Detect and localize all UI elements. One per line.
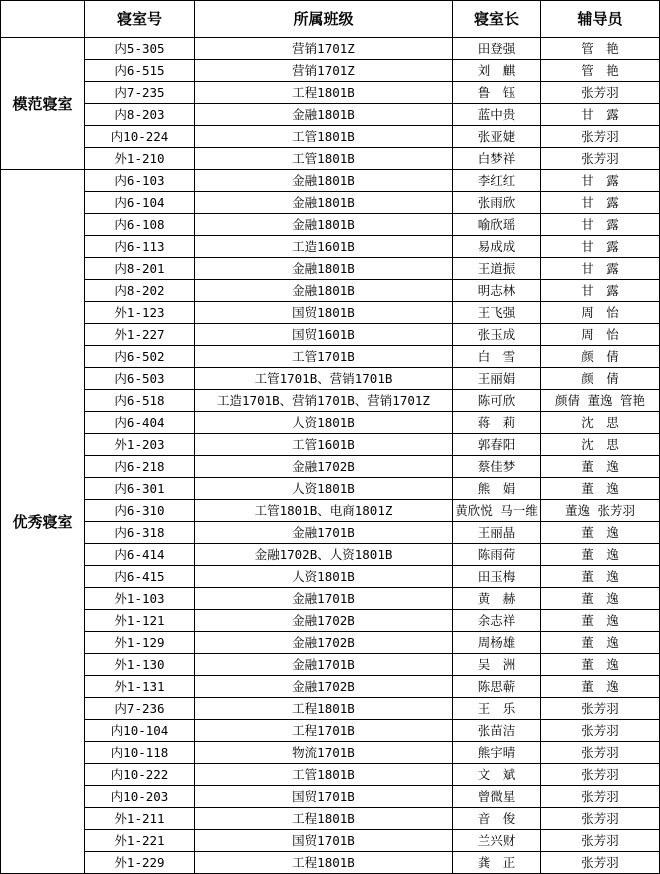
- counselor-cell: 沈 思: [541, 434, 660, 456]
- room-number-cell: 内6-518: [85, 390, 195, 412]
- counselor-cell: 管 艳: [541, 60, 660, 82]
- class-cell: 金融1801B: [195, 104, 453, 126]
- room-number-cell: 内8-202: [85, 280, 195, 302]
- table-row: [1, 280, 660, 302]
- counselor-cell: 张芳羽: [541, 82, 660, 104]
- category-cell: 优秀寝室: [1, 170, 85, 874]
- dorm-leader-cell: 张苗洁: [453, 720, 541, 742]
- table-row: [1, 434, 660, 456]
- counselor-cell: 甘 露: [541, 214, 660, 236]
- class-cell: 工管1701B: [195, 346, 453, 368]
- room-number-cell: 内6-218: [85, 456, 195, 478]
- room-number-cell: 外1-203: [85, 434, 195, 456]
- class-cell: 金融1702B: [195, 676, 453, 698]
- dorm-leader-cell: 白 雪: [453, 346, 541, 368]
- room-number-cell: 内6-310: [85, 500, 195, 522]
- dorm-leader-cell: 熊 娟: [453, 478, 541, 500]
- dorm-leader-cell: 喻欣瑶: [453, 214, 541, 236]
- table-row: [1, 324, 660, 346]
- counselor-cell: 周 怡: [541, 302, 660, 324]
- dorm-leader-cell: 文 斌: [453, 764, 541, 786]
- counselor-cell: 甘 露: [541, 104, 660, 126]
- header-class: 所属班级: [195, 1, 453, 38]
- counselor-cell: 董 逸: [541, 544, 660, 566]
- table-row: [1, 368, 660, 390]
- counselor-cell: 张芳羽: [541, 852, 660, 874]
- table-row: [1, 544, 660, 566]
- table-row: [1, 60, 660, 82]
- counselor-cell: 张芳羽: [541, 808, 660, 830]
- dorm-leader-cell: 音 俊: [453, 808, 541, 830]
- class-cell: 工管1701B、营销1701B: [195, 368, 453, 390]
- counselor-cell: 管 艳: [541, 38, 660, 60]
- table-row: [1, 830, 660, 852]
- dorm-leader-cell: 王 乐: [453, 698, 541, 720]
- header-counselor: 辅导员: [541, 1, 660, 38]
- table-row: [1, 412, 660, 434]
- table-row: [1, 764, 660, 786]
- table-row: [1, 236, 660, 258]
- counselor-cell: 董 逸: [541, 632, 660, 654]
- class-cell: 金融1702B、人资1801B: [195, 544, 453, 566]
- table-row: [1, 698, 660, 720]
- counselor-cell: 张芳羽: [541, 830, 660, 852]
- class-cell: 工管1801B、电商1801Z: [195, 500, 453, 522]
- counselor-cell: 董 逸: [541, 654, 660, 676]
- room-number-cell: 内6-113: [85, 236, 195, 258]
- room-number-cell: 外1-211: [85, 808, 195, 830]
- room-number-cell: 内7-236: [85, 698, 195, 720]
- counselor-cell: 甘 露: [541, 170, 660, 192]
- class-cell: 金融1702B: [195, 456, 453, 478]
- table-row: [1, 258, 660, 280]
- room-number-cell: 外1-103: [85, 588, 195, 610]
- class-cell: 工管1601B: [195, 434, 453, 456]
- counselor-cell: 甘 露: [541, 280, 660, 302]
- counselor-cell: 董 逸: [541, 676, 660, 698]
- counselor-cell: 颜倩 董逸 管艳: [541, 390, 660, 412]
- dorm-leader-cell: 吴 洲: [453, 654, 541, 676]
- table-row: [1, 720, 660, 742]
- room-number-cell: 内6-503: [85, 368, 195, 390]
- dorm-leader-cell: 曾微星: [453, 786, 541, 808]
- counselor-cell: 颜 倩: [541, 346, 660, 368]
- class-cell: 金融1701B: [195, 522, 453, 544]
- table-row: [1, 654, 660, 676]
- table-row: [1, 478, 660, 500]
- room-number-cell: 内10-118: [85, 742, 195, 764]
- table-row: [1, 456, 660, 478]
- room-number-cell: 内6-318: [85, 522, 195, 544]
- room-number-cell: 内10-222: [85, 764, 195, 786]
- table-row: [1, 170, 660, 192]
- class-cell: 营销1701Z: [195, 38, 453, 60]
- counselor-cell: 沈 思: [541, 412, 660, 434]
- room-number-cell: 内8-201: [85, 258, 195, 280]
- room-number-cell: 外1-131: [85, 676, 195, 698]
- counselor-cell: 张芳羽: [541, 786, 660, 808]
- dorm-leader-cell: 张雨欣: [453, 192, 541, 214]
- room-number-cell: 内6-515: [85, 60, 195, 82]
- table-row: [1, 852, 660, 874]
- room-number-cell: 内6-104: [85, 192, 195, 214]
- dorm-leader-cell: 田玉梅: [453, 566, 541, 588]
- header-row: [1, 1, 660, 38]
- room-number-cell: 外1-221: [85, 830, 195, 852]
- counselor-cell: 董 逸: [541, 610, 660, 632]
- dorm-leader-cell: 王丽晶: [453, 522, 541, 544]
- counselor-cell: 颜 倩: [541, 368, 660, 390]
- dorm-leader-cell: 李红红: [453, 170, 541, 192]
- counselor-cell: 张芳羽: [541, 698, 660, 720]
- table-row: [1, 566, 660, 588]
- dorm-leader-cell: 鲁 钰: [453, 82, 541, 104]
- dorm-leader-cell: 王丽娟: [453, 368, 541, 390]
- room-number-cell: 外1-210: [85, 148, 195, 170]
- room-number-cell: 外1-130: [85, 654, 195, 676]
- room-number-cell: 内6-301: [85, 478, 195, 500]
- class-cell: 工程1701B: [195, 720, 453, 742]
- class-cell: 人资1801B: [195, 412, 453, 434]
- table-row: [1, 104, 660, 126]
- room-number-cell: 内8-203: [85, 104, 195, 126]
- room-number-cell: 内6-415: [85, 566, 195, 588]
- room-number-cell: 内10-224: [85, 126, 195, 148]
- class-cell: 金融1801B: [195, 170, 453, 192]
- room-number-cell: 外1-129: [85, 632, 195, 654]
- table-body: [1, 38, 660, 874]
- dorm-leader-cell: 黄欣悦 马一维: [453, 500, 541, 522]
- class-cell: 工程1801B: [195, 82, 453, 104]
- counselor-cell: 董 逸: [541, 456, 660, 478]
- table-row: [1, 82, 660, 104]
- dorm-leader-cell: 陈雨荷: [453, 544, 541, 566]
- dorm-leader-cell: 刘 麒: [453, 60, 541, 82]
- table-header: [1, 1, 660, 38]
- dorm-leader-cell: 郭春阳: [453, 434, 541, 456]
- class-cell: 工管1801B: [195, 148, 453, 170]
- header-dorm-leader: 寝室长: [453, 1, 541, 38]
- table-row: [1, 390, 660, 412]
- class-cell: 工程1801B: [195, 852, 453, 874]
- class-cell: 营销1701Z: [195, 60, 453, 82]
- room-number-cell: 外1-123: [85, 302, 195, 324]
- dorm-leader-cell: 张亚婕: [453, 126, 541, 148]
- table-row: [1, 148, 660, 170]
- header-room-number: 寝室号: [85, 1, 195, 38]
- class-cell: 金融1801B: [195, 280, 453, 302]
- class-cell: 金融1801B: [195, 258, 453, 280]
- class-cell: 工管1801B: [195, 126, 453, 148]
- class-cell: 金融1801B: [195, 214, 453, 236]
- counselor-cell: 董 逸: [541, 566, 660, 588]
- counselor-cell: 甘 露: [541, 258, 660, 280]
- counselor-cell: 张芳羽: [541, 720, 660, 742]
- room-number-cell: 内6-103: [85, 170, 195, 192]
- room-number-cell: 内5-305: [85, 38, 195, 60]
- counselor-cell: 张芳羽: [541, 126, 660, 148]
- table-row: [1, 786, 660, 808]
- table-row: [1, 522, 660, 544]
- class-cell: 工程1801B: [195, 808, 453, 830]
- dorm-leader-cell: 蔡佳梦: [453, 456, 541, 478]
- counselor-cell: 董 逸: [541, 522, 660, 544]
- room-number-cell: 内6-414: [85, 544, 195, 566]
- class-cell: 金融1701B: [195, 654, 453, 676]
- table-row: [1, 676, 660, 698]
- dorm-leader-cell: 田登强: [453, 38, 541, 60]
- dorm-leader-cell: 白梦祥: [453, 148, 541, 170]
- room-number-cell: 外1-229: [85, 852, 195, 874]
- counselor-cell: 张芳羽: [541, 148, 660, 170]
- table-row: [1, 192, 660, 214]
- dorm-leader-cell: 张玉成: [453, 324, 541, 346]
- dorm-leader-cell: 余志祥: [453, 610, 541, 632]
- table-row: [1, 302, 660, 324]
- dorm-leader-cell: 周杨雄: [453, 632, 541, 654]
- table-row: [1, 126, 660, 148]
- class-cell: 国贸1701B: [195, 830, 453, 852]
- dorm-leader-cell: 兰兴财: [453, 830, 541, 852]
- dorm-leader-cell: 蓝中贵: [453, 104, 541, 126]
- table-row: [1, 610, 660, 632]
- table-row: [1, 588, 660, 610]
- class-cell: 金融1702B: [195, 610, 453, 632]
- category-cell: 模范寝室: [1, 38, 85, 170]
- table-row: [1, 346, 660, 368]
- dorm-leader-cell: 明志林: [453, 280, 541, 302]
- class-cell: 工程1801B: [195, 698, 453, 720]
- class-cell: 工造1601B: [195, 236, 453, 258]
- counselor-cell: 甘 露: [541, 236, 660, 258]
- dorm-leader-cell: 王道振: [453, 258, 541, 280]
- class-cell: 工造1701B、营销1701B、营销1701Z: [195, 390, 453, 412]
- counselor-cell: 董逸 张芳羽: [541, 500, 660, 522]
- room-number-cell: 外1-227: [85, 324, 195, 346]
- class-cell: 金融1701B: [195, 588, 453, 610]
- counselor-cell: 张芳羽: [541, 742, 660, 764]
- room-number-cell: 内6-404: [85, 412, 195, 434]
- dorm-leader-cell: 易成成: [453, 236, 541, 258]
- room-number-cell: 内7-235: [85, 82, 195, 104]
- room-number-cell: 外1-121: [85, 610, 195, 632]
- table-row: [1, 808, 660, 830]
- class-cell: 金融1702B: [195, 632, 453, 654]
- class-cell: 国贸1801B: [195, 302, 453, 324]
- counselor-cell: 甘 露: [541, 192, 660, 214]
- table-row: [1, 742, 660, 764]
- dorm-leader-cell: 龚 正: [453, 852, 541, 874]
- class-cell: 人资1801B: [195, 566, 453, 588]
- dorm-leader-cell: 陈思蕲: [453, 676, 541, 698]
- dorm-leader-cell: 蒋 莉: [453, 412, 541, 434]
- dorm-leader-cell: 王飞强: [453, 302, 541, 324]
- class-cell: 人资1801B: [195, 478, 453, 500]
- counselor-cell: 周 怡: [541, 324, 660, 346]
- dorm-leader-cell: 黄 赫: [453, 588, 541, 610]
- counselor-cell: 董 逸: [541, 478, 660, 500]
- class-cell: 国贸1601B: [195, 324, 453, 346]
- table-row: [1, 632, 660, 654]
- class-cell: 工管1801B: [195, 764, 453, 786]
- room-number-cell: 内10-203: [85, 786, 195, 808]
- room-number-cell: 内6-108: [85, 214, 195, 236]
- dorm-leader-cell: 熊宇晴: [453, 742, 541, 764]
- header-category: [1, 1, 85, 38]
- class-cell: 国贸1701B: [195, 786, 453, 808]
- room-number-cell: 内10-104: [85, 720, 195, 742]
- dorm-leader-cell: 陈可欣: [453, 390, 541, 412]
- table-row: [1, 214, 660, 236]
- table-row: [1, 500, 660, 522]
- class-cell: 物流1701B: [195, 742, 453, 764]
- counselor-cell: 董 逸: [541, 588, 660, 610]
- counselor-cell: 张芳羽: [541, 764, 660, 786]
- room-number-cell: 内6-502: [85, 346, 195, 368]
- class-cell: 金融1801B: [195, 192, 453, 214]
- table-row: [1, 38, 660, 60]
